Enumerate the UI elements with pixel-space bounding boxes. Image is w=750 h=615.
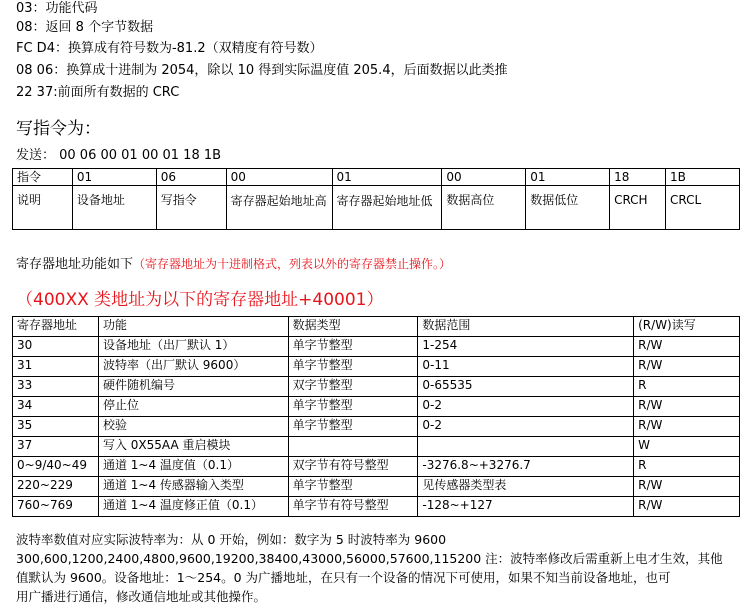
table-cell: 单字节整型 (288, 337, 418, 357)
footer-line-broadcast: 用广播进行通信，修改通信地址或其他操作。 (16, 589, 267, 604)
table-cell: 波特率（出厂默认 9600） (98, 357, 288, 377)
table-cell: -3276.8~+3276.7 (418, 457, 634, 477)
table-cell: 设备地址（出厂默认 1） (98, 337, 288, 357)
table-cell: R/W (634, 397, 740, 417)
register-header-cell: 数据类型 (288, 317, 418, 337)
table-cell: 33 (13, 377, 99, 397)
table-cell: R/W (634, 477, 740, 497)
footer-notes (16, 530, 740, 606)
intro-line-byte-count: 08：返回 8 个字节数据 (16, 20, 154, 35)
table-cell: 1-254 (418, 337, 634, 357)
register-header-cell: 寄存器地址 (13, 317, 99, 337)
table-cell: 见传感器类型表 (418, 477, 634, 497)
table-cell: 760~769 (13, 497, 99, 517)
table-cell: 220~229 (13, 477, 99, 497)
table-cell: R/W (634, 417, 740, 437)
table-cell: 37 (13, 437, 99, 457)
desc-cell: 寄存器起始地址高 (226, 186, 332, 230)
cmd-cell: 00 (226, 169, 332, 186)
table-row (13, 477, 740, 497)
table-cell: 通道 1~4 温度值（0.1） (98, 457, 288, 477)
table-cell: 单字节整型 (288, 417, 418, 437)
table-cell: 单字节整型 (288, 477, 418, 497)
footer-line-default: 值默认为 9600。设备地址：1～254。0 为广播地址，在只有一个设备的情况下可使用，如果不知当前设备地址，也可 (16, 570, 671, 585)
desc-cell: 设备地址 (72, 186, 156, 230)
table-cell: 校验 (98, 417, 288, 437)
desc-cell: 说明 (13, 186, 73, 230)
table-cell: W (634, 437, 740, 457)
table-cell: 0~9/40~49 (13, 457, 99, 477)
table-cell: -128~+127 (418, 497, 634, 517)
write-command-title: 写指令为： (16, 119, 101, 139)
intro-line-decimal-value: 08 06：换算成十进制为 2054，除以 10 得到实际温度值 205.4，后面数据以此类推 (16, 63, 508, 78)
table-cell: 硬件随机编号 (98, 377, 288, 397)
table-cell: R/W (634, 497, 740, 517)
table-cell: 34 (13, 397, 99, 417)
footer-line-baud-list: 300,600,1200,2400,4800,9600,19200,38400,43000,56000,57600,115200 注：波特率修改后需重新上电才生效，其他 (16, 551, 723, 566)
table-cell: R (634, 457, 740, 477)
table-row (13, 377, 740, 397)
table-row (13, 337, 740, 357)
table-cell: 0-2 (418, 397, 634, 417)
table-cell: 35 (13, 417, 99, 437)
intro-line-crc: 22 37:前面所有数据的 CRC (16, 85, 180, 100)
table-row (13, 497, 740, 517)
table-row (13, 357, 740, 377)
cmd-cell: 18 (610, 169, 666, 186)
table-row (13, 457, 740, 477)
register-intro (16, 255, 451, 274)
register-header-cell: 功能 (98, 317, 288, 337)
desc-cell: CRCL (666, 186, 740, 230)
register-intro-text: 寄存器地址功能如下 (16, 257, 134, 272)
intro-line-signed-value: FC D4：换算成有符号数为-81.2（双精度有符号数） (16, 41, 323, 56)
cmd-cell: 06 (156, 169, 226, 186)
table-cell: 停止位 (98, 397, 288, 417)
cmd-cell: 01 (72, 169, 156, 186)
send-line: 发送： 00 06 00 01 00 01 18 1B (16, 148, 222, 163)
table-cell: 30 (13, 337, 99, 357)
table-cell: 通道 1~4 传感器输入类型 (98, 477, 288, 497)
table-cell: R/W (634, 357, 740, 377)
register-header-cell: (R/W)读写 (634, 317, 740, 337)
table-cell: 31 (13, 357, 99, 377)
table-cell: R (634, 377, 740, 397)
desc-cell: 写指令 (156, 186, 226, 230)
command-row (13, 169, 740, 186)
table-cell: 单字节整型 (288, 397, 418, 417)
desc-cell: 数据低位 (526, 186, 610, 230)
cmd-cell: 00 (442, 169, 526, 186)
table-cell: 双字节整型 (288, 377, 418, 397)
command-table (12, 168, 740, 230)
desc-cell: 寄存器起始地址低 (332, 186, 442, 230)
table-cell: 写入 0X55AA 重启模块 (98, 437, 288, 457)
intro-line-function-code: 03：功能代码 (16, 1, 98, 16)
register-table (12, 316, 740, 517)
table-cell (288, 437, 418, 457)
cmd-cell: 指令 (13, 169, 73, 186)
table-cell: 单字节整型 (288, 357, 418, 377)
description-row (13, 186, 740, 230)
footer-line-baud-intro: 波特率数值对应实际波特率为：从 0 开始，例如：数字为 5 时波特率为 9600 (16, 532, 447, 547)
cmd-cell: 1B (666, 169, 740, 186)
register-header-row (13, 317, 740, 337)
desc-cell: 数据高位 (442, 186, 526, 230)
table-row (13, 437, 740, 457)
register-header-cell: 数据范围 (418, 317, 634, 337)
table-cell: 0-11 (418, 357, 634, 377)
table-row (13, 417, 740, 437)
table-row (13, 397, 740, 417)
cmd-cell: 01 (526, 169, 610, 186)
table-cell: 0-65535 (418, 377, 634, 397)
table-cell: 通道 1~4 温度修正值（0.1） (98, 497, 288, 517)
table-cell: 0-2 (418, 417, 634, 437)
cmd-cell: 01 (332, 169, 442, 186)
register-intro-warning: （寄存器地址为十进制格式，列表以外的寄存器禁止操作。） (133, 257, 452, 271)
table-cell (418, 437, 634, 457)
desc-cell: CRCH (610, 186, 666, 230)
table-cell: 双字节有符号整型 (288, 457, 418, 477)
address-offset-heading: （400XX 类地址为以下的寄存器地址+40001） (16, 290, 384, 310)
table-cell: R/W (634, 337, 740, 357)
table-cell: 单字节有符号整型 (288, 497, 418, 517)
